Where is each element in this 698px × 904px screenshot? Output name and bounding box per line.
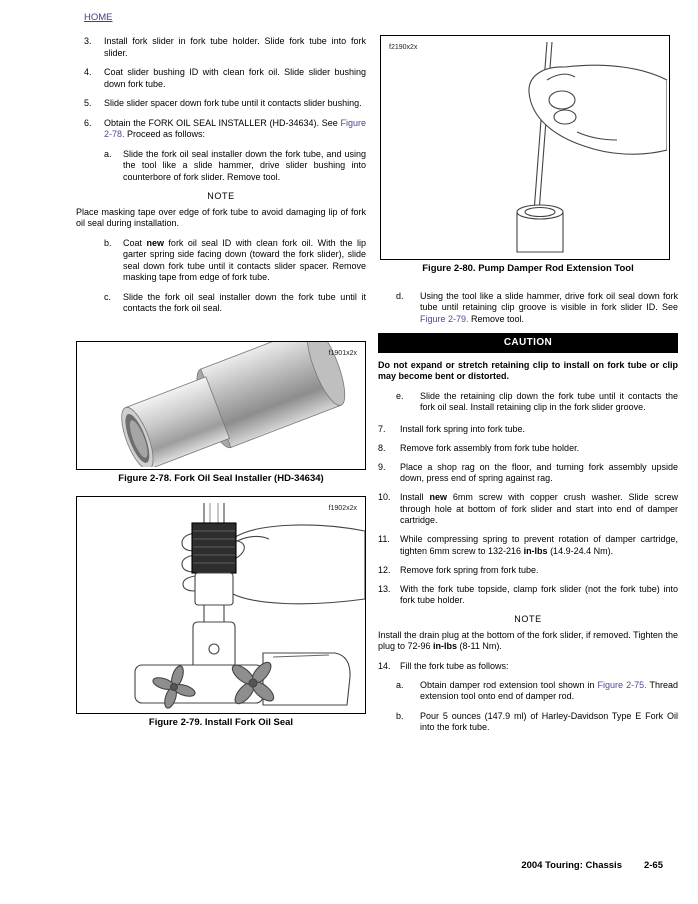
right-column <box>378 35 678 742</box>
text-run: fork oil seal ID with clean fork oil. With the lip garter spring side facing down (toward the fork slider), slide seal down fork tube until it contacts slider spacer. Remove masking tape from edge of fork tube. <box>123 237 366 282</box>
home-link[interactable]: HOME <box>84 12 113 23</box>
substep-text <box>123 292 366 314</box>
step-text <box>400 443 579 453</box>
fork-oil-seal-installer-image <box>77 342 365 467</box>
substep-letter: c. <box>104 291 112 302</box>
step-11 <box>378 534 678 557</box>
step-10 <box>378 492 678 527</box>
step-number: 4. <box>84 67 92 77</box>
step-text <box>400 565 539 575</box>
text-run: Fill the fork tube as follows: <box>400 660 509 671</box>
text-run: Obtain damper rod extension tool shown in <box>420 679 598 690</box>
step-12 <box>378 565 678 577</box>
figure-2-80-box <box>380 35 670 260</box>
tool-cylinder <box>112 342 352 467</box>
figure-2-78-box <box>76 341 366 470</box>
text-run: Install <box>400 492 430 502</box>
step-number: 13. <box>378 583 391 594</box>
pump-damper-rod-image <box>381 36 667 257</box>
figure-id-label: f1902x2x <box>328 505 357 512</box>
text-run: Slide the retaining clip down the fork tube until it contacts the fork oil seal. Install retaining clip in the fork slider groove. <box>420 390 678 412</box>
substep-letter: e. <box>396 390 404 401</box>
text-run: (14.9-24.4 Nm). <box>547 545 614 556</box>
hand-and-arm <box>529 65 667 154</box>
step-number: 9. <box>378 461 386 472</box>
substep-text <box>420 711 678 733</box>
step-text <box>104 67 366 89</box>
footer-section-title: 2004 Touring: Chassis <box>521 860 622 871</box>
step-text <box>400 462 678 484</box>
text-run: Install the drain plug at the bottom of the fork slider, if removed. Tighten the plug to 72-96 <box>378 629 678 651</box>
text-run: new <box>429 492 447 502</box>
text-run: Obtain the FORK OIL SEAL INSTALLER (HD-34634). See <box>104 117 341 128</box>
text-run: Install fork spring into fork tube. <box>400 423 526 434</box>
substep-a <box>76 149 366 184</box>
text-run: Coat slider bushing ID with clean fork oil. Slide slider bushing down fork tube. <box>104 67 366 89</box>
step-9 <box>378 462 678 485</box>
text-run: in-lbs <box>433 641 458 651</box>
substep-letter: d. <box>396 290 404 301</box>
step-number: 11. <box>378 534 390 544</box>
step-5 <box>76 98 366 110</box>
figure-2-78-caption: Figure 2-78. Fork Oil Seal Installer (HD-34634) <box>118 472 324 484</box>
substep-text <box>123 238 366 283</box>
text-run: 6mm screw with copper crush washer. Slide screw through hole at bottom of fork slider and start into end of damper cartridge. <box>400 492 678 525</box>
step-text <box>400 424 525 434</box>
text-run: Thread extension tool onto end of damper rod. <box>420 679 679 701</box>
note-heading: NOTE <box>207 191 235 201</box>
substep-c <box>76 292 366 315</box>
substep-b <box>76 238 366 284</box>
figure-link[interactable]: Figure 2-79. <box>420 313 469 324</box>
substep-text <box>420 680 678 702</box>
fork-tube <box>517 205 563 252</box>
text-run: Remove fork assembly from fork tube holder. <box>400 442 580 453</box>
text-run: in-lbs <box>523 545 548 556</box>
caution-text: Do not expand or stretch retaining clip to install on fork tube or clip may become bent or distorted. <box>378 359 678 381</box>
figure-id-label: f1901x2x <box>328 349 357 357</box>
figure-id-label: f2190x2x <box>389 44 418 51</box>
figure-2-79-caption: Figure 2-79. Install Fork Oil Seal <box>148 717 294 728</box>
step-text <box>104 98 362 108</box>
page-number: 2-65 <box>643 860 663 871</box>
step-number: 7. <box>378 423 386 434</box>
substep-text <box>420 291 678 324</box>
text-run: Using the tool like a slide hammer, drive fork oil seal down fork tube until retaining clip groove is visible in fork slider ID. See <box>420 290 678 312</box>
text-run: While compressing spring to prevent rotation of damper cartridge, tighten 6mm screw to 132-216 <box>400 534 678 556</box>
text-run: Install fork slider in fork tube holder. Slide fork tube into fork slider. <box>104 36 366 58</box>
step-number: 12. <box>378 564 391 575</box>
substep-text <box>420 391 678 413</box>
step-6 <box>76 118 366 141</box>
substep-a <box>378 680 678 703</box>
text-run: Slide the fork oil seal installer down the fork tube, and using the tool like a slide hammer, drive slider bushing into counterbore of fork slider. Remove tool. <box>123 148 366 182</box>
text-run: With the fork tube topside, clamp fork slider (not the fork tube) into fork tube holder. <box>400 583 678 605</box>
text-run: (8-11 Nm). <box>457 641 502 651</box>
step-text <box>104 118 366 140</box>
note-heading: NOTE <box>514 614 542 624</box>
step-4 <box>76 67 366 90</box>
step-text <box>400 492 678 525</box>
figure-2-80-caption: Figure 2-80. Pump Damper Rod Extension Tool <box>422 263 634 274</box>
substep-b <box>378 711 678 734</box>
step-13 <box>378 584 678 607</box>
text-run: Proceed as follows: <box>124 129 206 139</box>
substep-e <box>378 391 678 414</box>
figure-link[interactable]: Figure 2-78. <box>104 117 366 139</box>
substep-letter: a. <box>104 148 112 159</box>
step-7 <box>378 424 678 436</box>
text-run: Slide slider spacer down fork tube until it contacts slider bushing. <box>104 98 362 108</box>
text-run: Place masking tape over edge of fork tube to avoid damaging lip of fork oil seal during installation. <box>76 206 366 228</box>
figure-2-79-box <box>76 496 366 714</box>
step-text <box>400 584 678 606</box>
text-run: Remove tool. <box>468 313 525 324</box>
step-3 <box>76 36 366 59</box>
step-number: 8. <box>378 442 386 453</box>
text-run: Coat <box>123 237 147 248</box>
page-footer <box>521 860 663 871</box>
step-number: 5. <box>84 98 92 108</box>
text-run: Slide the fork oil seal installer down the fork tube until it contacts the fork oil seal. <box>123 291 366 313</box>
step-number: 3. <box>84 36 92 46</box>
caution-banner: CAUTION <box>378 333 678 353</box>
text-run: Place a shop rag on the floor, and turning fork assembly upside down, press end of spring against rag. <box>400 461 678 483</box>
substep-letter: b. <box>104 237 112 248</box>
substep-d <box>378 291 678 326</box>
substep-letter: b. <box>396 710 404 721</box>
step-number: 14. <box>378 660 391 671</box>
step-number: 10. <box>378 492 391 502</box>
step-number: 6. <box>84 117 92 128</box>
step-14 <box>378 661 678 673</box>
step-text <box>400 661 509 671</box>
substep-letter: a. <box>396 679 404 690</box>
step-text <box>400 534 678 556</box>
figure-link[interactable]: Figure 2-75. <box>597 679 647 690</box>
text-run: new <box>146 237 164 248</box>
text-run: Remove fork spring from fork tube. <box>400 564 539 575</box>
seal-installer-tool <box>192 523 236 605</box>
substep-text <box>123 149 366 182</box>
text-run: Pour 5 ounces (147.9 ml) of Harley-Davidson Type E Fork Oil into the fork tube. <box>420 710 678 732</box>
note-paragraph <box>378 630 678 653</box>
step-8 <box>378 443 678 455</box>
step-text <box>104 36 366 58</box>
note-paragraph <box>76 207 366 230</box>
install-fork-oil-seal-image <box>77 497 365 711</box>
left-column <box>76 36 366 741</box>
